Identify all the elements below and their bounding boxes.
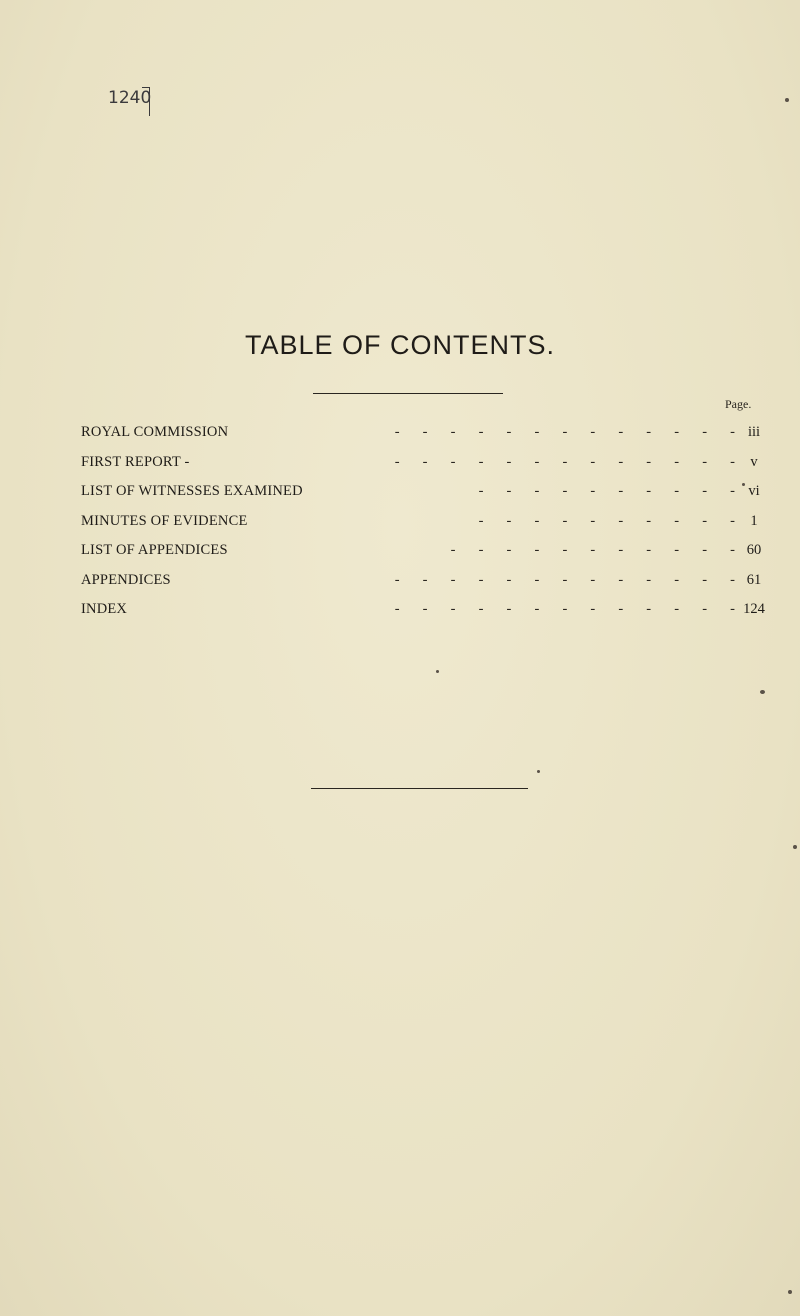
table-of-contents [81,418,771,625]
toc-entry-page: iii [747,424,761,440]
closing-divider [311,788,528,789]
toc-leader-dots: - - - - - - - - - - [478,512,735,529]
toc-entry-minutes-of-evidence [81,507,771,537]
paper-speck [436,670,439,673]
toc-entry-label: MINUTES OF EVIDENCE [81,512,248,529]
paper-speck [793,845,797,849]
paper-speck [742,483,745,486]
shelfmark-annotation: 1240 [108,88,152,108]
title-divider [313,393,503,394]
toc-entry-page: vi [748,483,760,499]
toc-entry-first-report [81,448,771,478]
paper-speck [788,1290,792,1294]
toc-entry-label: INDEX [81,601,128,617]
toc-entry-label: LIST OF APPENDICES [81,542,228,558]
toc-entry-page: 60 [746,542,762,558]
toc-entry-label: APPENDICES [81,571,171,588]
toc-entry-page: 61 [746,571,762,588]
toc-entry-label: LIST OF WITNESSES EXAMINED [81,483,303,499]
paper-speck [537,770,540,773]
toc-entry-page: 124 [743,601,765,617]
toc-entry-royal-commission [81,418,771,448]
toc-entry-index [81,595,771,625]
toc-leader-dots: - - - - - - - - - - - - - [394,424,735,440]
toc-entry-page: 1 [750,512,758,529]
page-column-label: Page. [725,397,752,411]
toc-entry-label: FIRST REPORT - [81,453,190,470]
toc-entry-label: ROYAL COMMISSION [81,424,229,440]
paper-speck [785,98,789,102]
toc-entry-list-of-appendices [81,536,771,566]
toc-entry-list-of-witnesses [81,477,771,507]
toc-leader-dots: - - - - - - - - - - - - - [394,601,735,617]
toc-leader-dots: - - - - - - - - - - - - - [394,453,735,470]
toc-leader-dots: - - - - - - - - - - - [450,542,735,558]
page-title: TABLE OF CONTENTS. [244,330,556,360]
shelfmark-bracket-mark [142,87,150,116]
toc-entry-appendices [81,566,771,596]
toc-entry-page: v [750,453,758,470]
toc-leader-dots: - - - - - - - - - - - - - [394,571,735,588]
paper-speck [760,690,765,694]
toc-leader-dots: - - - - - - - - - - [478,483,735,499]
